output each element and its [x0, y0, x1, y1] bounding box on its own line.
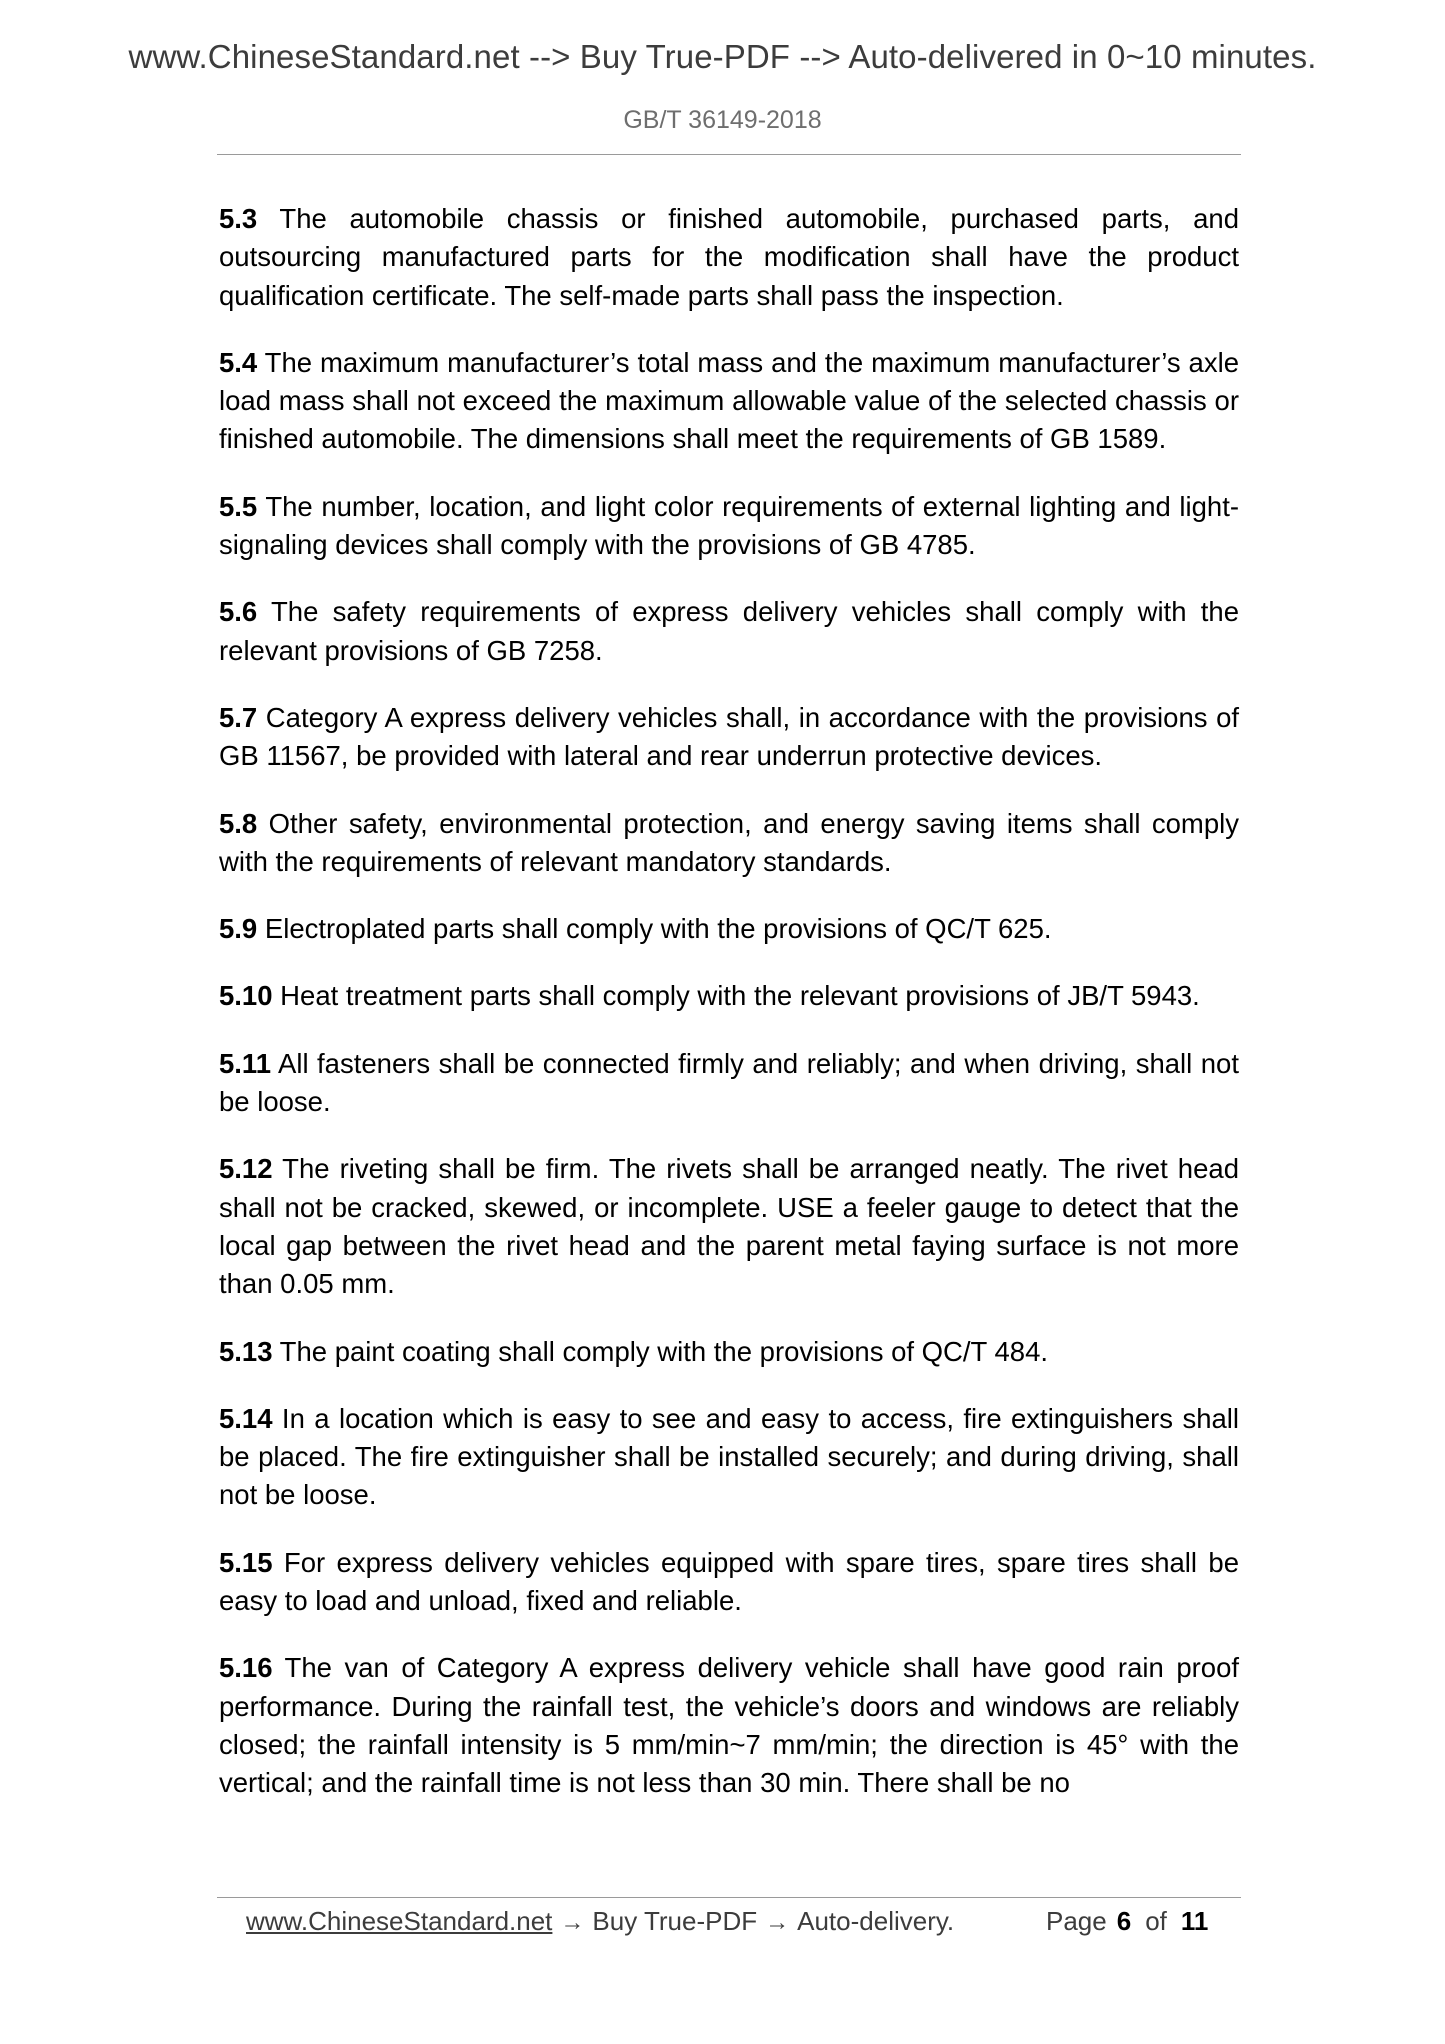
clause-5-5: [219, 488, 1239, 565]
site-link[interactable]: www.ChineseStandard.net: [246, 1906, 553, 1936]
clause-text: The number, location, and light color requirements of external lighting and light-signaling devices shall comply with the provisions of GB 4785.: [219, 490, 1239, 561]
clause-5-10: [219, 977, 1239, 1015]
clause-number: 5.10: [219, 980, 273, 1012]
clause-text: The automobile chassis or finished automobile, purchased parts, and outsourcing manufactured parts for the modification shall have the product qualification certificate. The self-made parts shall pass the inspection.: [219, 203, 1239, 311]
clause-5-3: [219, 200, 1239, 315]
clause-text: All fasteners shall be connected firmly and reliably; and when driving, shall not be loose.: [219, 1047, 1239, 1118]
document-body: [219, 200, 1239, 1832]
clause-5-7: [219, 699, 1239, 776]
clause-number: 5.9: [219, 913, 258, 945]
clause-number: 5.16: [219, 1652, 273, 1684]
clause-number: 5.12: [219, 1153, 273, 1185]
clause-text: The safety requirements of express delivery vehicles shall comply with the relevant provisions of GB 7258.: [219, 596, 1239, 666]
page-label: Page: [1046, 1906, 1107, 1936]
clause-text: The van of Category A express delivery vehicle shall have good rain proof performance. During the rainfall test, the vehicle’s doors and windows are reliably closed; the rainfall intensity is 5 mm/min~7 mm/min; the direction is 45° with the vertical; and the rainfall time is not less than 30 min. There shall be no: [219, 1652, 1239, 1799]
clause-text: Other safety, environmental protection, and energy saving items shall comply with the requirements of relevant mandatory standards.: [219, 807, 1239, 877]
standard-code: GB/T 36149-2018: [623, 106, 822, 134]
buy-text: Buy True-PDF: [592, 1906, 758, 1936]
clause-number: 5.14: [219, 1402, 273, 1434]
clause-text: Heat treatment parts shall comply with the relevant provisions of JB/T 5943.: [272, 980, 1200, 1012]
clause-number: 5.13: [219, 1335, 273, 1367]
clause-5-11: [219, 1045, 1239, 1122]
clause-number: 5.11: [219, 1047, 272, 1079]
clause-number: 5.5: [219, 490, 258, 522]
clause-number: 5.6: [219, 596, 258, 628]
clause-5-15: [219, 1544, 1239, 1621]
footer: [246, 1906, 1236, 1937]
page-total: 11: [1180, 1906, 1209, 1936]
clause-number: 5.8: [219, 807, 258, 839]
header-divider: [217, 154, 1241, 155]
clause-text: The maximum manufacturer’s total mass and the maximum manufacturer’s axle load mass shall not exceed the maximum allowable value of the selected chassis or finished automobile. The dimensions shall meet the requirements of GB 1589.: [219, 346, 1239, 455]
page-indicator: [1046, 1906, 1218, 1937]
clause-5-6: [219, 593, 1239, 670]
clause-number: 5.15: [219, 1546, 273, 1578]
clause-text: Category A express delivery vehicles shall, in accordance with the provisions of GB 11567, be provided with lateral and rear underrun protective devices.: [219, 701, 1239, 772]
clause-5-14: [219, 1400, 1239, 1515]
clause-5-8: [219, 805, 1239, 882]
clause-number: 5.7: [219, 701, 258, 733]
arrow-right-icon: →: [765, 1909, 790, 1936]
clause-5-4: [219, 344, 1239, 459]
clause-text: The paint coating shall comply with the provisions of QC/T 484.: [272, 1335, 1049, 1367]
footer-divider: [217, 1897, 1241, 1898]
clause-number: 5.4: [219, 346, 258, 378]
arrow-right-icon: →: [560, 1909, 585, 1936]
clause-5-13: [219, 1333, 1239, 1371]
clause-number: 5.3: [219, 203, 258, 234]
clause-text: In a location which is easy to see and easy to access, fire extinguishers shall be placed. The fire extinguisher shall be installed securely; and during driving, shall not be loose.: [219, 1402, 1239, 1511]
page-current: 6: [1116, 1906, 1132, 1936]
clause-5-12: [219, 1150, 1239, 1303]
top-banner: www.ChineseStandard.net --> Buy True-PDF --> Auto-delivered in 0~10 minutes.: [128, 38, 1317, 75]
clause-5-9: [219, 910, 1239, 948]
clause-text: For express delivery vehicles equipped with spare tires, spare tires shall be easy to load and unload, fixed and reliable.: [219, 1546, 1239, 1617]
delivery-text: Auto-delivery.: [797, 1906, 955, 1936]
page-of-label: of: [1145, 1906, 1167, 1936]
clause-text: The riveting shall be firm. The rivets shall be arranged neatly. The rivet head shall not be cracked, skewed, or incomplete. USE a feeler gauge to detect that the local gap between the rivet head and the parent metal faying surface is not more than 0.05 mm.: [219, 1153, 1239, 1300]
clause-text: Electroplated parts shall comply with the provisions of QC/T 625.: [257, 913, 1052, 945]
clause-5-16: [219, 1649, 1239, 1802]
